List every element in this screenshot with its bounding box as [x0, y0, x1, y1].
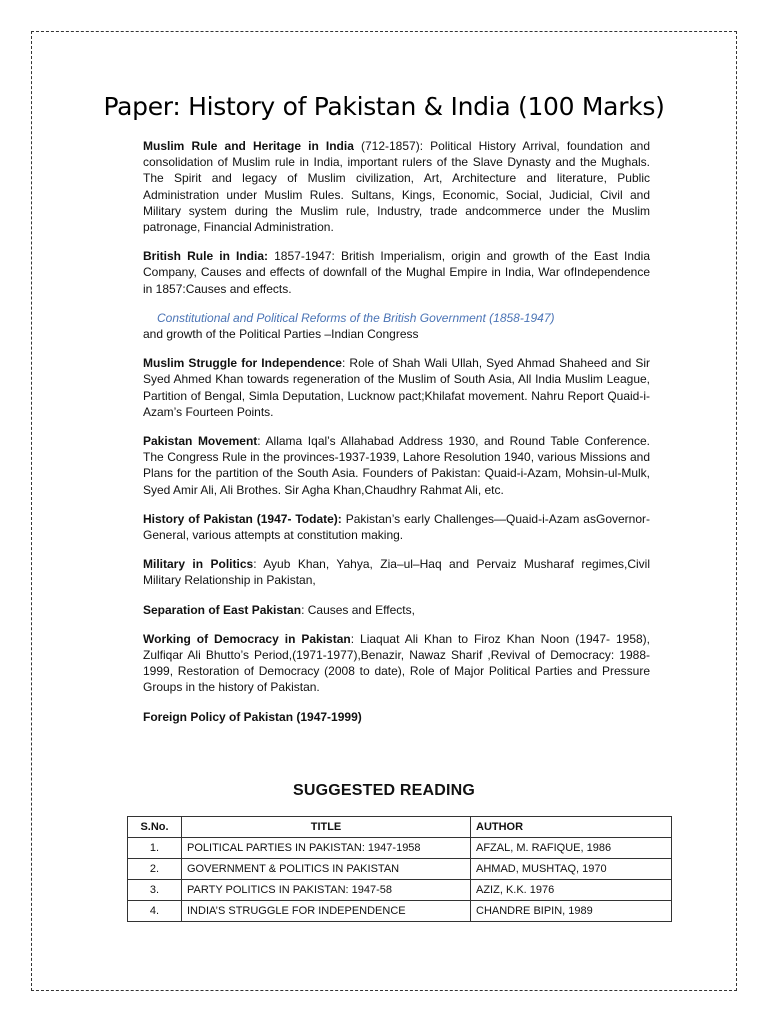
cell-author: AHMAD, MUSHTAQ, 1970	[471, 859, 672, 880]
table-row	[128, 880, 672, 901]
section-heading: Separation of East Pakistan	[143, 602, 302, 617]
section-heading: Working of Democracy in Pakistan	[143, 631, 351, 646]
suggested-reading-heading: SUGGESTED READING	[292, 782, 476, 799]
section-text: : Liaquat Ali Khan to Firoz Khan Noon (1947- 1958), Zulfiqar Ali Bhutto’s Period,(1971-1977),Benazir, Nawaz Sharif ,Revival of Democracy: 1988-1999, Restoration of Democracy (2008 to date), Role of Major Political Parties and Pressure Groups in the history of Pakistan.	[143, 631, 650, 695]
suggested-reading-table	[127, 816, 672, 922]
cell-title: PARTY POLITICS IN PAKISTAN: 1947-58	[182, 880, 471, 901]
section-heading: History of Pakistan (1947- Todate):	[143, 511, 342, 526]
section-separation-east-pakistan	[143, 602, 650, 618]
table-row	[128, 859, 672, 880]
section-british-rule	[143, 248, 650, 297]
section-military-in-politics	[143, 556, 650, 588]
section-text: : Ayub Khan, Yahya, Zia–ul–Haq and Pervaiz Musharaf regimes,Civil Military Relationship in Pakistan,	[143, 557, 650, 588]
cell-sno: 3.	[128, 880, 182, 901]
page-title: Paper: History of Pakistan & India (100 Marks)	[103, 92, 665, 121]
section-text: 1857-1947: British Imperialism, origin and growth of the East India Company, Causes and effects of downfall of the Mughal Empire in India, War ofIndependence in 1857:Causes and effects.	[143, 249, 651, 296]
cell-author: AZIZ, K.K. 1976	[471, 880, 672, 901]
section-text: Pakistan’s early Challenges—Quaid-i-Azam asGovernor-General, various attempts at constitution making.	[143, 511, 650, 543]
table-row	[128, 901, 672, 922]
section-heading: Muslim Rule and Heritage in India	[143, 139, 354, 153]
constitutional-reforms-heading: Constitutional and Political Reforms of the British Government (1858-1947)	[157, 310, 555, 325]
section-heading: Muslim Struggle for Independence	[143, 356, 342, 371]
section-muslim-struggle	[143, 355, 650, 420]
column-header-author: AUTHOR	[471, 817, 672, 838]
section-text: : Role of Shah Wali Ullah, Syed Ahmad Shaheed and Sir Syed Ahmed Khan towards regeneration of the Muslim of South Asia, All India Muslim League, Partition of Bengal, Simla Deputation, Lucknow pact;Khilafat movement. Nahru Report Quaid-i-Azam’s Fourteen Points.	[143, 356, 651, 419]
cell-author: AFZAL, M. RAFIQUE, 1986	[471, 838, 672, 859]
section-heading: British Rule in India:	[143, 249, 269, 264]
cell-author: CHANDRE BIPIN, 1989	[471, 901, 672, 922]
section-working-of-democracy	[143, 631, 650, 696]
section-heading: Pakistan Movement	[143, 434, 258, 449]
cell-title: POLITICAL PARTIES IN PAKISTAN: 1947-1958	[182, 838, 471, 859]
table-header-row	[128, 817, 672, 838]
cell-title: INDIA’S STRUGGLE FOR INDEPENDENCE	[182, 901, 471, 922]
section-text: (712-1857): Political History Arrival, foundation and consolidation of Muslim rule in India, important rulers of the Slave Dynasty and the Mughals. The Spirit and legacy of Muslim civilization, Art, Architecture and literature, Public Administration under Muslim Rules. Sultans, Kings, Economic, Social, Judicial, Civil and Military system during the Muslim rule, Industry, trade andcommerce under the Muslim patronage, Financial Administration.	[143, 139, 650, 235]
section-muslim-rule	[143, 138, 650, 235]
cell-sno: 2.	[128, 859, 182, 880]
section-text: : Allama Iqal’s Allahabad Address 1930, and Round Table Conference. The Congress Rule in the provinces-1937-1939, Lahore Resolution 1940, various Missions and Plans for the partition of the South Asia. Founders of Pakistan: Quaid-i-Azam, Mohsin-ul-Mulk, Syed Amir Ali, Ali Brothes. Sir Agha Khan,Chaudhry Rahmat Ali, etc.	[143, 434, 650, 497]
constitutional-reforms-text: and growth of the Political Parties –Indian Congress	[143, 327, 419, 342]
table-row	[128, 838, 672, 859]
column-header-title: TITLE	[182, 817, 471, 838]
section-heading: Military in Politics	[143, 557, 254, 572]
section-foreign-policy	[143, 709, 650, 725]
section-heading: Foreign Policy of Pakistan (1947-1999)	[143, 709, 362, 724]
cell-title: GOVERNMENT & POLITICS IN PAKISTAN	[182, 859, 471, 880]
column-header-sno: S.No.	[128, 817, 182, 838]
cell-sno: 1.	[128, 838, 182, 859]
cell-sno: 4.	[128, 901, 182, 922]
section-history-of-pakistan	[143, 511, 650, 543]
syllabus-content	[143, 138, 650, 738]
section-text: : Causes and Effects,	[301, 602, 415, 617]
section-pakistan-movement	[143, 433, 650, 498]
